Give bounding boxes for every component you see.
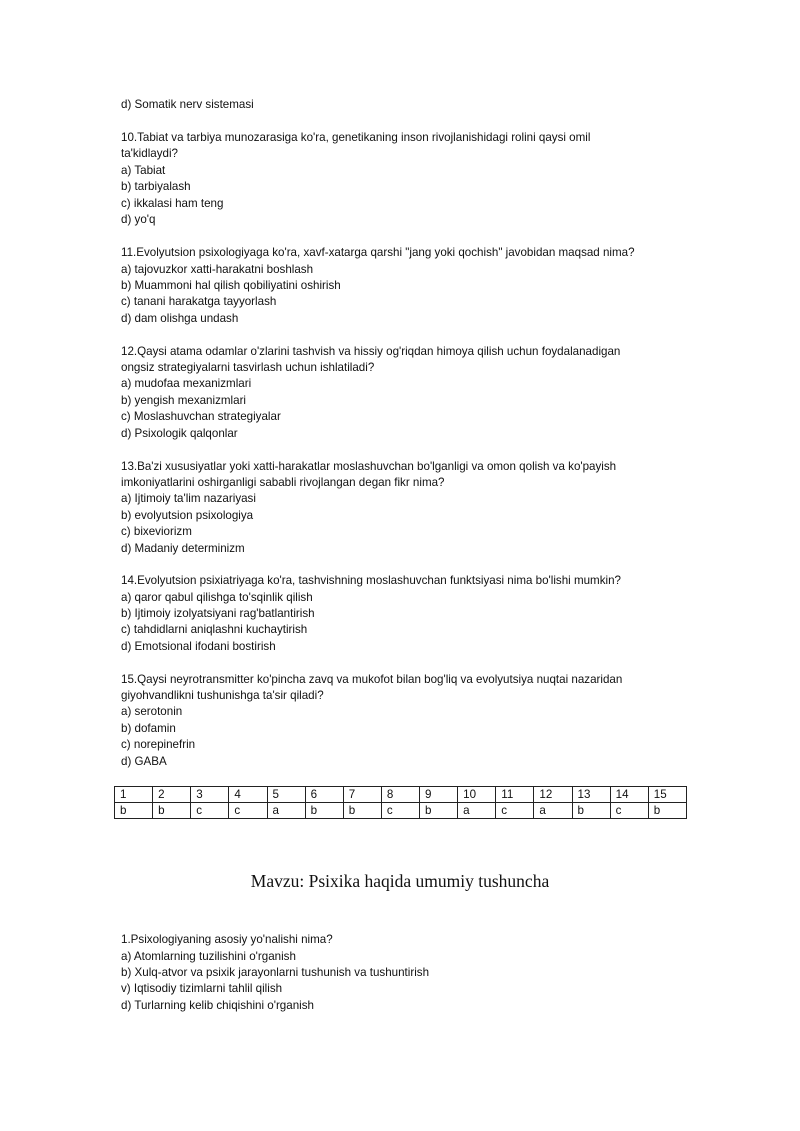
answer-letter-cell: c <box>496 803 534 819</box>
answer-number-cell: 3 <box>191 787 229 803</box>
answer-number-cell: 15 <box>648 787 686 803</box>
answer-number-cell: 10 <box>458 787 496 803</box>
question-10-cont: ta'kidlaydi? <box>121 147 178 160</box>
answer-letter-cell: b <box>153 803 191 819</box>
answer-number-cell: 14 <box>610 787 648 803</box>
answer-letter-cell: b <box>305 803 343 819</box>
question-10: 10.Tabiat va tarbiya munozarasiga ko'ra, genetikaning inson rivojlanishidagi rolini qaysi omil <box>121 131 591 144</box>
option-d-q9: d) Somatik nerv sistemasi <box>121 98 254 111</box>
answer-letter-cell: b <box>115 803 153 819</box>
question-15-cont: giyohvandlikni tushunishga ta'sir qiladi? <box>121 689 324 702</box>
option-a: a) Ijtimoiy ta'lim nazariyasi <box>121 492 256 505</box>
answer-letter-cell: b <box>343 803 381 819</box>
answer-number-cell: 8 <box>381 787 419 803</box>
question-1: 1.Psixologiyaning asosiy yo'nalishi nima? <box>121 933 333 946</box>
question-14: 14.Evolyutsion psixiatriyaga ko'ra, tashvishning moslashuvchan funktsiyasi nima bo'lishi mumkin? <box>121 574 621 587</box>
answer-number-cell: 5 <box>267 787 305 803</box>
answer-letter-cell: a <box>458 803 496 819</box>
question-12-cont: ongsiz strategiyalarni tasvirlash uchun ishlatiladi? <box>121 361 375 374</box>
option-b: b) evolyutsion psixologiya <box>121 509 254 522</box>
question-12: 12.Qaysi atama odamlar o'zlarini tashvish va hissiy og'riqdan himoya qilish uchun foydalanadigan <box>121 345 621 358</box>
option-a: a) mudofaa mexanizmlari <box>121 377 252 390</box>
option-b: b) tarbiyalash <box>121 180 191 193</box>
option-c: c) bixeviorizm <box>121 525 192 538</box>
answer-number-cell: 7 <box>343 787 381 803</box>
option-d: d) GABA <box>121 755 167 768</box>
option-d: d) dam olishga undash <box>121 312 239 325</box>
answer-numbers-row <box>115 787 687 803</box>
question-13: 13.Ba'zi xususiyatlar yoki xatti-harakatlar moslashuvchan bo'lganligi va omon qolish va ko'payish <box>121 460 617 473</box>
option-d: d) Turlarning kelib chiqishini o'rganish <box>121 999 314 1012</box>
topic-heading: Mavzu: Psixika haqida umumiy tushuncha <box>250 871 550 891</box>
answer-number-cell: 6 <box>305 787 343 803</box>
question-11: 11.Evolyutsion psixologiyaga ko'ra, xavf-xatarga qarshi "jang yoki qochish" javobidan maqsad nima? <box>121 246 635 259</box>
option-c: c) Moslashuvchan strategiyalar <box>121 410 281 423</box>
option-b: b) Muammoni hal qilish qobiliyatini oshirish <box>121 279 341 292</box>
option-b: b) yengish mexanizmlari <box>121 394 247 407</box>
answer-letter-cell: a <box>534 803 572 819</box>
question-13-cont: imkoniyatlarini oshirganligi sababli rivojlangan degan fikr nima? <box>121 476 445 489</box>
answer-number-cell: 1 <box>115 787 153 803</box>
option-b: b) dofamin <box>121 722 176 735</box>
answer-letter-cell: b <box>420 803 458 819</box>
option-c: c) tanani harakatga tayyorlash <box>121 295 277 308</box>
option-a: a) Atomlarning tuzilishini o'rganish <box>121 950 296 963</box>
answer-number-cell: 13 <box>572 787 610 803</box>
option-v: v) Iqtisodiy tizimlarni tahlil qilish <box>121 982 283 995</box>
answer-number-cell: 9 <box>420 787 458 803</box>
answer-letter-cell: a <box>267 803 305 819</box>
option-a: a) Tabiat <box>121 164 166 177</box>
answer-key-table <box>114 786 687 819</box>
option-c: c) tahdidlarni aniqlashni kuchaytirish <box>121 623 308 636</box>
answer-letter-cell: b <box>648 803 686 819</box>
option-b: b) Ijtimoiy izolyatsiyani rag'batlantirish <box>121 607 315 620</box>
option-a: a) qaror qabul qilishga to'sqinlik qilish <box>121 591 313 604</box>
answer-number-cell: 12 <box>534 787 572 803</box>
option-c: c) ikkalasi ham teng <box>121 197 224 210</box>
option-a: a) serotonin <box>121 705 183 718</box>
option-d: d) Emotsional ifodani bostirish <box>121 640 276 653</box>
answer-letter-cell: c <box>610 803 648 819</box>
answer-letter-cell: c <box>381 803 419 819</box>
question-15: 15.Qaysi neyrotransmitter ko'pincha zavq va mukofot bilan bog'liq va evolyutsiya nuqtai nazaridan <box>121 673 623 686</box>
option-a: a) tajovuzkor xatti-harakatni boshlash <box>121 263 314 276</box>
option-d: d) Madaniy determinizm <box>121 542 245 555</box>
answer-number-cell: 4 <box>229 787 267 803</box>
option-b: b) Xulq-atvor va psixik jarayonlarni tushunish va tushuntirish <box>121 966 430 979</box>
answer-letter-cell: c <box>229 803 267 819</box>
answer-letter-cell: c <box>191 803 229 819</box>
answer-number-cell: 2 <box>153 787 191 803</box>
option-d: d) Psixologik qalqonlar <box>121 427 238 440</box>
answer-letters-row <box>115 803 687 819</box>
answer-number-cell: 11 <box>496 787 534 803</box>
option-c: c) norepinefrin <box>121 738 196 751</box>
answer-letter-cell: b <box>572 803 610 819</box>
option-d: d) yo'q <box>121 213 156 226</box>
